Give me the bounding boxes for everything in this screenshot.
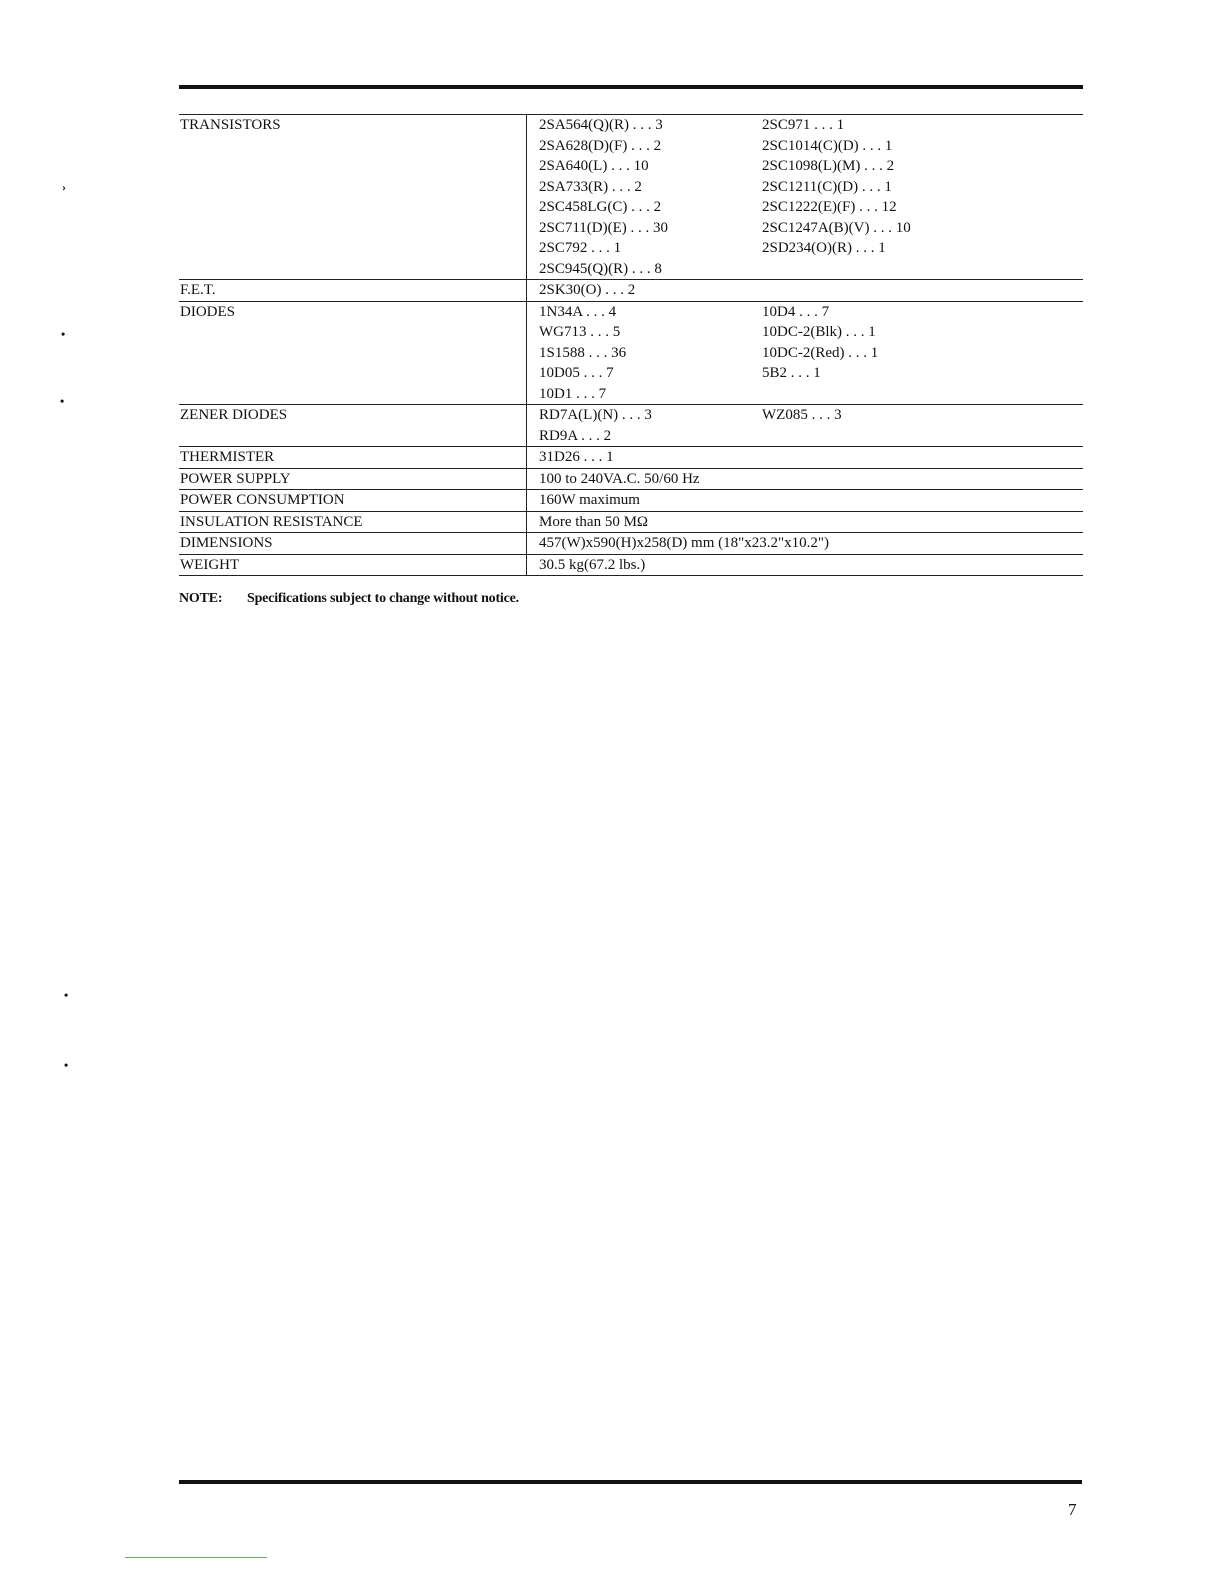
part-entry: 2SA564(Q)(R) . . . 3 <box>539 117 663 133</box>
row-diodes <box>179 301 1083 405</box>
part-entry: 2SC1014(C)(D) . . . 1 <box>762 137 893 154</box>
part-entry: 2SC458LG(C) . . . 2 <box>539 199 662 215</box>
scan-speck-mark: • <box>60 394 65 408</box>
diodes-col-1 <box>539 302 762 405</box>
row-label: INSULATION RESISTANCE <box>180 513 363 530</box>
part-entry: 10D05 . . . 7 <box>539 365 614 381</box>
part-entry: 1S1588 . . . 36 <box>539 344 627 361</box>
row-power-consumption <box>179 490 1083 512</box>
row-value: 160W maximum <box>527 490 1084 512</box>
diodes-col-2 <box>762 302 878 405</box>
row-weight <box>179 554 1083 576</box>
part-entry: 2SC945(Q)(R) . . . 8 <box>539 260 662 277</box>
part-entry: WZ085 . . . 3 <box>762 407 842 423</box>
part-entry: 10DC-2(Blk) . . . 1 <box>762 324 876 340</box>
row-dimensions <box>179 533 1083 555</box>
row-value <box>527 115 1084 280</box>
part-entry: 2SC792 . . . 1 <box>539 240 622 256</box>
row-label: POWER SUPPLY <box>180 470 291 487</box>
part-entry: 10D4 . . . 7 <box>762 303 830 320</box>
part-entry: 2SC711(D)(E) . . . 30 <box>539 219 669 236</box>
scan-speck-mark: • <box>61 327 66 341</box>
transistors-col-1 <box>539 115 762 279</box>
row-value: 2SK30(O) . . . 2 <box>527 280 1084 302</box>
part-entry: RD9A . . . 2 <box>539 427 612 444</box>
row-zener-diodes <box>179 405 1083 447</box>
note-text: Specifications subject to change without notice. <box>247 591 519 606</box>
row-value: 100 to 240VA.C. 50/60 Hz <box>527 468 1084 490</box>
part-entry: 2SC971 . . . 1 <box>762 117 845 133</box>
page-number: 7 <box>1068 1500 1077 1519</box>
part-entry: 2SC1247A(B)(V) . . . 10 <box>762 219 911 236</box>
row-label: TRANSISTORS <box>180 117 281 133</box>
row-label: ZENER DIODES <box>180 407 288 423</box>
part-entry: 10DC-2(Red) . . . 1 <box>762 344 879 361</box>
top-rule <box>179 85 1083 89</box>
row-transistors <box>179 115 1083 280</box>
part-entry: 2SA628(D)(F) . . . 2 <box>539 137 662 154</box>
row-value: More than 50 MΩ <box>527 511 1084 533</box>
row-label: DIMENSIONS <box>180 535 273 551</box>
row-power-supply <box>179 468 1083 490</box>
row-value: 457(W)x590(H)x258(D) mm (18"x23.2"x10.2") <box>527 533 1084 555</box>
row-label: DIODES <box>180 303 235 320</box>
part-entry: 2SC1098(L)(M) . . . 2 <box>762 158 895 174</box>
row-fet <box>179 280 1083 302</box>
part-entry: 2SA640(L) . . . 10 <box>539 158 649 174</box>
scan-speck-mark: › <box>62 180 66 194</box>
part-entry: 10D1 . . . 7 <box>539 385 607 402</box>
part-entry: 5B2 . . . 1 <box>762 365 821 381</box>
zener-col-1 <box>539 405 762 446</box>
part-entry: RD7A(L)(N) . . . 3 <box>539 407 652 423</box>
row-label: WEIGHT <box>180 556 240 573</box>
bottom-rule <box>179 1480 1082 1484</box>
part-entry: 2SA733(R) . . . 2 <box>539 178 642 195</box>
row-value: 30.5 kg(67.2 lbs.) <box>527 554 1084 576</box>
zener-col-2 <box>762 405 842 446</box>
row-value <box>527 405 1084 447</box>
note <box>179 591 519 607</box>
part-entry: 2SC1211(C)(D) . . . 1 <box>762 178 892 195</box>
scan-artifact-line <box>125 1557 267 1558</box>
row-label: THERMISTER <box>180 449 275 465</box>
row-value: 31D26 . . . 1 <box>527 447 1084 469</box>
transistors-col-2 <box>762 115 911 279</box>
row-value <box>527 301 1084 405</box>
row-label: POWER CONSUMPTION <box>180 492 345 508</box>
specifications-table <box>179 114 1083 576</box>
part-entry: WG713 . . . 5 <box>539 324 621 340</box>
part-entry: 2SD234(O)(R) . . . 1 <box>762 240 886 256</box>
row-insulation-resistance <box>179 511 1083 533</box>
part-entry: 1N34A . . . 4 <box>539 303 617 320</box>
scan-speck-mark: • <box>64 988 69 1002</box>
note-label: NOTE: <box>179 591 223 606</box>
part-entry: 2SC1222(E)(F) . . . 12 <box>762 199 897 215</box>
scan-speck-mark: • <box>64 1058 69 1072</box>
row-label: F.E.T. <box>180 282 216 298</box>
row-thermister <box>179 447 1083 469</box>
